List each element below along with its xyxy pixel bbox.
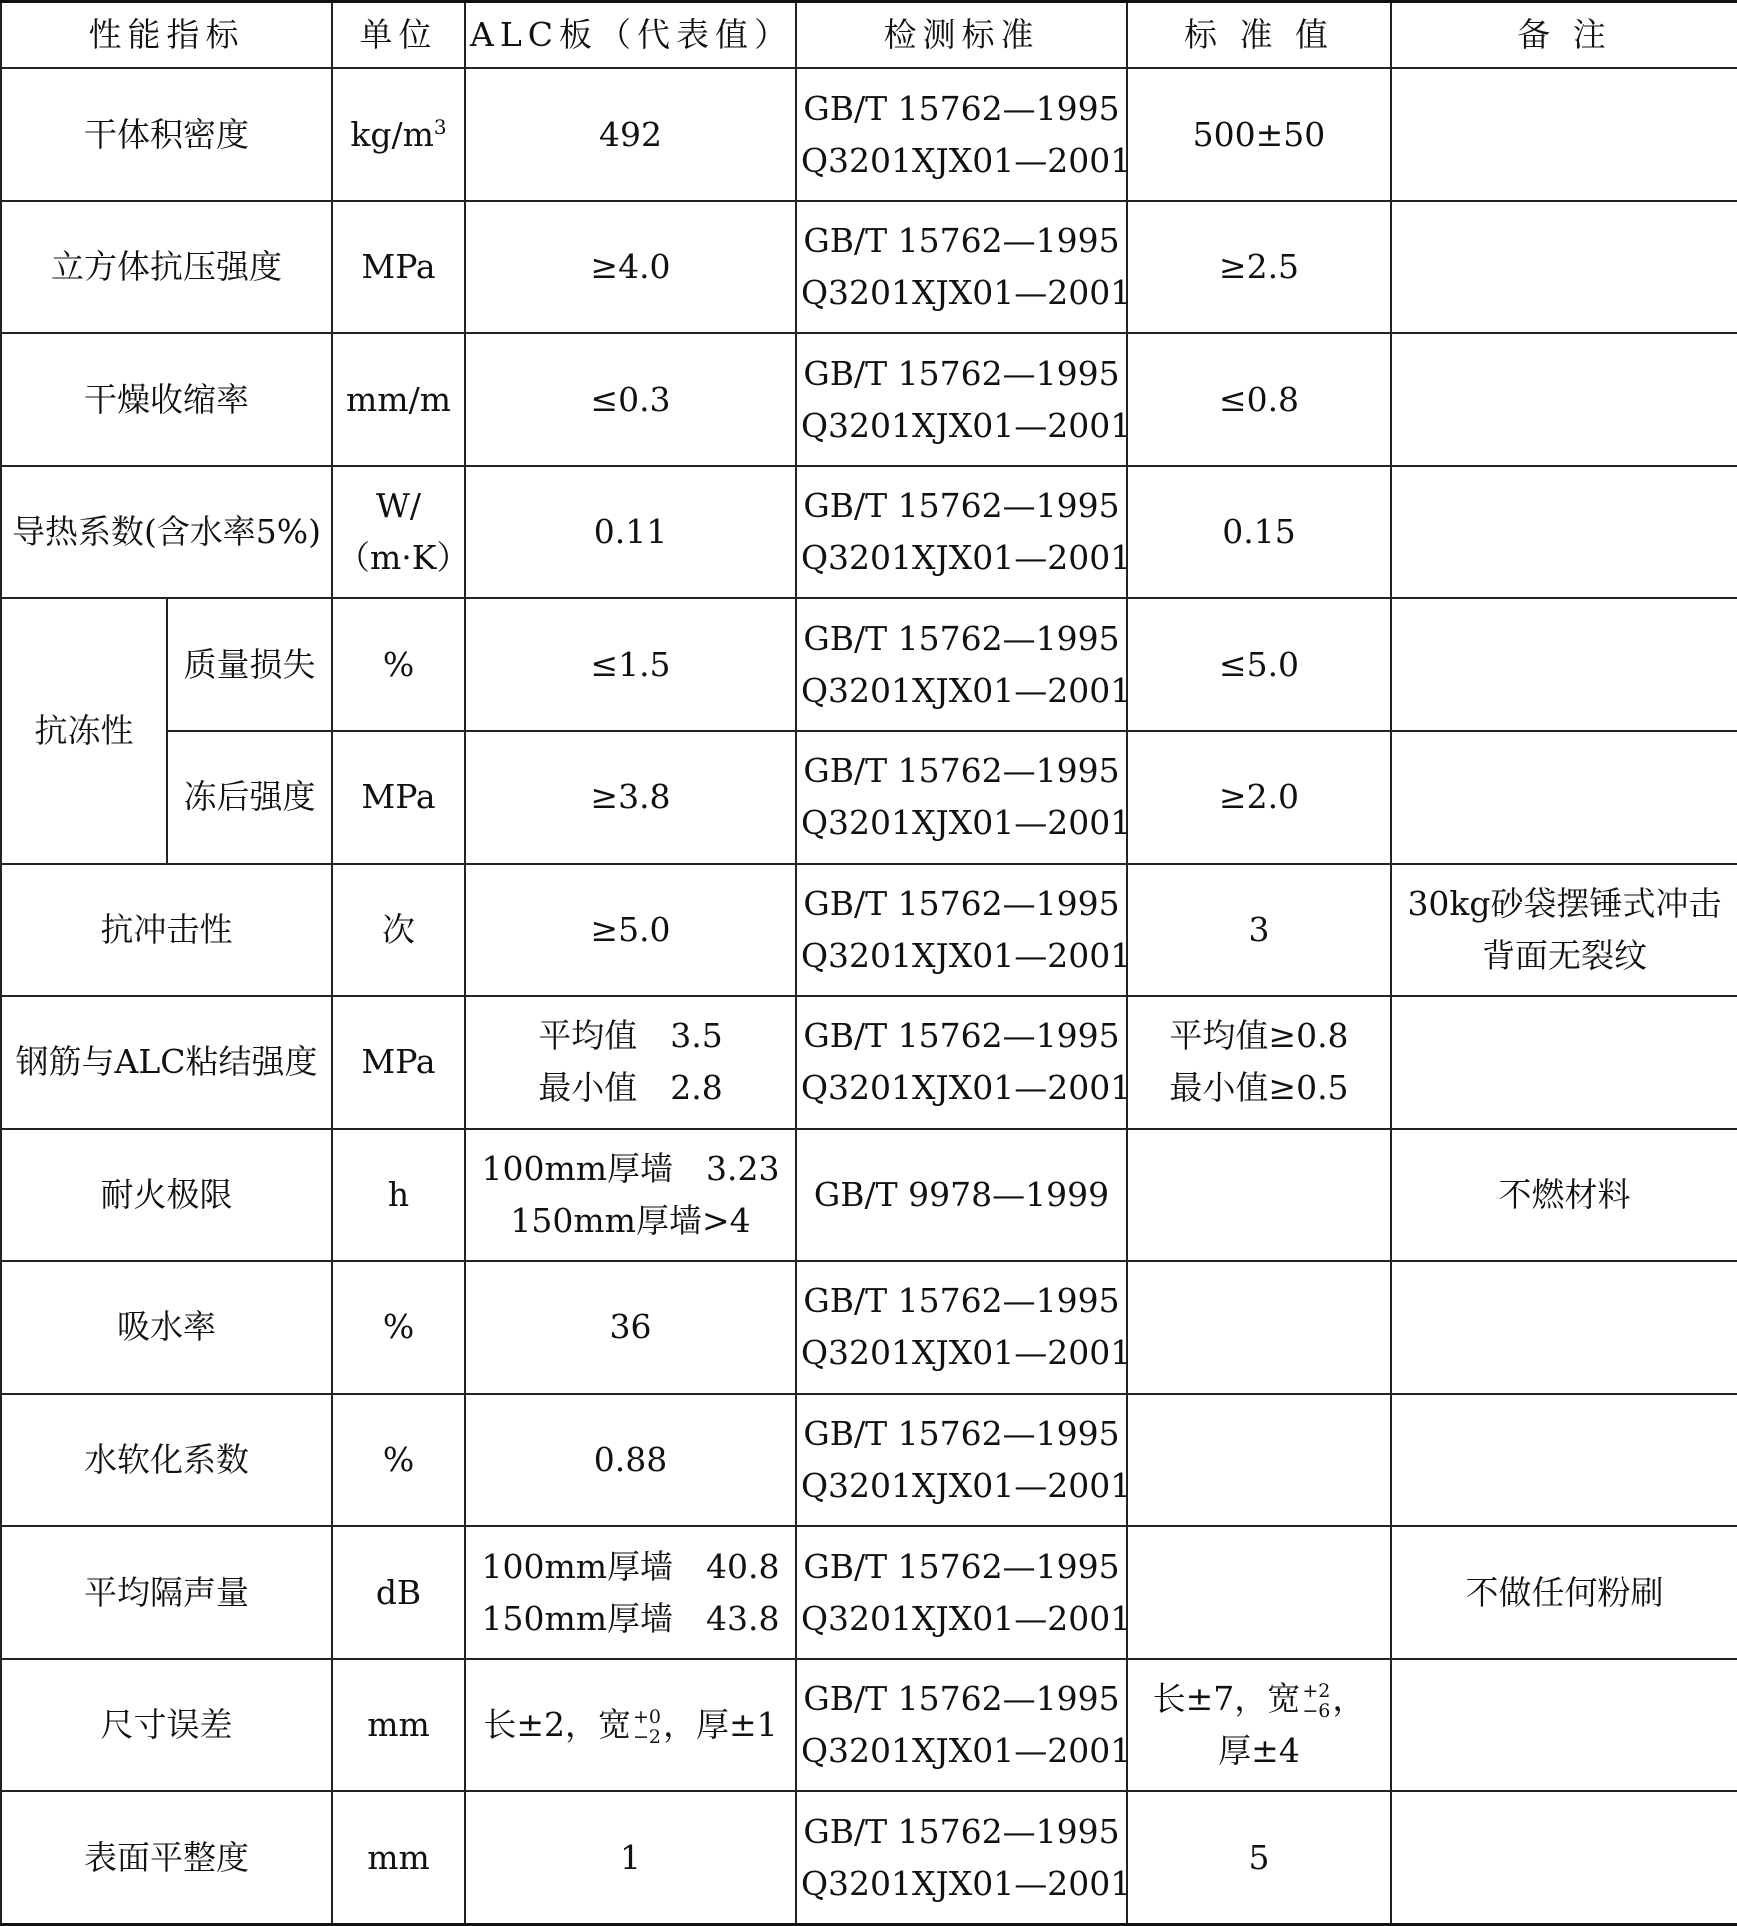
note-cell [1391, 996, 1737, 1129]
alc-value-cell: 36 [465, 1261, 796, 1394]
note-cell [1391, 1791, 1737, 1924]
standard-line-1: GB/T 15762—1995 [803, 1811, 1120, 1851]
standard-cell [796, 1526, 1132, 1659]
standard-line-2: Q3201XJX01—2001 [801, 1333, 1132, 1373]
unit-cell: mm [332, 1659, 465, 1792]
alc-value-cell [465, 1526, 796, 1659]
alc-value-cell: ≤1.5 [465, 598, 796, 731]
standard-line-1: GB/T 15762—1995 [803, 751, 1120, 791]
standard-value-cell [1127, 1659, 1391, 1792]
header-unit: 单位 [332, 2, 465, 69]
standard-value-cell [1127, 1394, 1391, 1527]
alc-value-cell: 1 [465, 1791, 796, 1924]
note-cell [1391, 864, 1737, 997]
standard-line-1: GB/T 15762—1995 [803, 1281, 1120, 1321]
standard-value-cell [1127, 1261, 1391, 1394]
table-row [1, 68, 1737, 201]
alc-value-cell [465, 996, 796, 1129]
tolerance-stack [633, 1707, 661, 1747]
standard-cell [796, 333, 1132, 466]
standard-line-2: Q3201XJX01—2001 [801, 1068, 1132, 1108]
standard-line-1: GB/T 15762—1995 [803, 1016, 1120, 1056]
unit-cell: 次 [332, 864, 465, 997]
alc-value-cell: 0.11 [465, 466, 796, 599]
standard-line-1: GB/T 15762—1995 [803, 618, 1120, 658]
standard-cell: GB/T 9978—1999 [796, 1129, 1127, 1262]
table-row [1, 996, 1737, 1129]
value-line-2: 150mm厚墙>4 [510, 1200, 751, 1240]
standard-cell [796, 864, 1132, 997]
standard-line-2: Q3201XJX01—2001 [801, 538, 1132, 578]
standard-cell [796, 1394, 1132, 1527]
standard-value-line-1 [1132, 1673, 1386, 1725]
table-row [1, 864, 1737, 997]
row-label: 表面平整度 [1, 1791, 332, 1924]
standard-cell [796, 68, 1132, 201]
row-label: 耐火极限 [1, 1129, 332, 1262]
value-text-b: ，厚±1 [663, 1705, 778, 1745]
standard-line-2: Q3201XJX01—2001 [801, 1863, 1132, 1903]
standard-line-1: GB/T 15762—1995 [803, 883, 1120, 923]
tolerance-upper: +0 [632, 1706, 661, 1729]
standard-line-1: GB/T 15762—1995 [803, 1546, 1120, 1586]
standard-value-cell: ≤0.8 [1127, 333, 1391, 466]
row-label: 水软化系数 [1, 1394, 332, 1527]
value-line-1: 平均值 3.5 [538, 1016, 723, 1056]
tolerance-lower: −6 [1302, 1700, 1331, 1723]
alc-value-cell: 492 [465, 68, 796, 201]
standard-value-line-2: 厚±4 [1218, 1731, 1300, 1771]
value-line-2: 150mm厚墙 43.8 [481, 1598, 780, 1638]
row-label: 吸水率 [1, 1261, 332, 1394]
header-standard: 检测标准 [796, 2, 1127, 69]
note-line-1: 30kg砂袋摆锤式冲击 [1407, 883, 1722, 923]
row-label: 尺寸误差 [1, 1659, 332, 1792]
std-text-a: 长±7，宽 [1152, 1679, 1301, 1719]
standard-cell [796, 1659, 1132, 1792]
row-group-label: 抗冻性 [1, 598, 167, 863]
unit-cell: MPa [332, 996, 465, 1129]
standard-value-line-2: 最小值≥0.5 [1169, 1068, 1349, 1108]
header-row [1, 2, 1737, 69]
standard-value-cell [1127, 1526, 1391, 1659]
tolerance-stack [1302, 1681, 1330, 1721]
note-cell: 不燃材料 [1391, 1129, 1737, 1262]
standard-value-cell: 0.15 [1127, 466, 1391, 599]
standard-value-cell: ≥2.5 [1127, 201, 1391, 334]
standard-line-1: GB/T 15762—1995 [803, 1679, 1120, 1719]
header-alc-value: ALC板（代表值） [465, 2, 796, 69]
standard-line-1: GB/T 15762—1995 [803, 353, 1120, 393]
unit-cell [332, 466, 470, 599]
standard-line-1: GB/T 15762—1995 [803, 88, 1120, 128]
note-cell [1391, 598, 1737, 731]
unit-superscript: 3 [433, 114, 447, 139]
standard-line-2: Q3201XJX01—2001 [801, 140, 1132, 180]
unit-cell: % [332, 1261, 465, 1394]
row-label: 钢筋与ALC粘结强度 [1, 996, 332, 1129]
standard-value-cell [1127, 996, 1391, 1129]
note-cell [1391, 333, 1737, 466]
table-row [1, 598, 1737, 731]
alc-value-cell: ≤0.3 [465, 333, 796, 466]
alc-value-cell [465, 1659, 796, 1792]
standard-cell [796, 598, 1132, 731]
standard-cell [796, 1261, 1132, 1394]
unit-cell: mm/m [332, 333, 465, 466]
standard-line-2: Q3201XJX01—2001 [801, 803, 1132, 843]
standard-value-cell: 3 [1127, 864, 1391, 997]
standard-line-2: Q3201XJX01—2001 [801, 273, 1132, 313]
table-row [1, 1129, 1737, 1262]
row-label: 干体积密度 [1, 68, 332, 201]
table-row [1, 1791, 1737, 1924]
table-row [1, 466, 1737, 599]
standard-cell [796, 996, 1132, 1129]
std-text-b: ， [1332, 1679, 1366, 1719]
table-row [1, 731, 1737, 864]
tolerance-lower: −2 [632, 1726, 661, 1749]
table-row [1, 1659, 1737, 1792]
note-cell [1391, 1659, 1737, 1792]
alc-value-cell: ≥4.0 [465, 201, 796, 334]
value-line-1: 100mm厚墙 3.23 [481, 1148, 780, 1188]
unit-cell [332, 68, 465, 201]
note-cell [1391, 1261, 1737, 1394]
standard-value-cell: 500±50 [1127, 68, 1391, 201]
unit-cell: dB [332, 1526, 465, 1659]
standard-line-2: Q3201XJX01—2001 [801, 1731, 1132, 1771]
row-sublabel: 质量损失 [167, 598, 332, 731]
note-cell [1391, 731, 1737, 864]
row-label: 导热系数(含水率5%) [1, 466, 332, 599]
table-row [1, 333, 1737, 466]
alc-value-cell [465, 1129, 796, 1262]
standard-value-cell: ≥2.0 [1127, 731, 1391, 864]
alc-value-cell: ≥5.0 [465, 864, 796, 997]
unit-base: kg/m [350, 114, 434, 154]
row-sublabel: 冻后强度 [167, 731, 332, 864]
row-label: 干燥收缩率 [1, 333, 332, 466]
row-label: 立方体抗压强度 [1, 201, 332, 334]
standard-cell [796, 201, 1132, 334]
standard-line-2: Q3201XJX01—2001 [801, 1598, 1132, 1638]
standard-value-line-1: 平均值≥0.8 [1169, 1016, 1349, 1056]
note-line-2: 背面无裂纹 [1482, 935, 1647, 975]
unit-line-2: （m·K） [337, 538, 470, 578]
unit-cell: MPa [332, 201, 465, 334]
unit-cell: mm [332, 1791, 465, 1924]
tolerance-upper: +2 [1302, 1680, 1331, 1703]
header-note: 备 注 [1391, 2, 1737, 69]
value-line-2: 最小值 2.8 [538, 1068, 723, 1108]
unit-cell: % [332, 598, 465, 731]
value-text-a: 长±2，宽 [483, 1705, 631, 1745]
unit-cell: h [332, 1129, 465, 1262]
note-cell [1391, 466, 1737, 599]
note-cell [1391, 68, 1737, 201]
standard-cell [796, 466, 1132, 599]
standard-line-1: GB/T 15762—1995 [803, 486, 1120, 526]
standard-line-2: Q3201XJX01—2001 [801, 1466, 1132, 1505]
standard-value-cell: ≤5.0 [1127, 598, 1391, 731]
standard-value-cell: 5 [1127, 1791, 1391, 1924]
standard-value-cell [1127, 1129, 1391, 1262]
note-cell [1391, 1394, 1737, 1527]
standard-line-2: Q3201XJX01—2001 [801, 405, 1132, 445]
note-cell [1391, 201, 1737, 334]
row-label: 平均隔声量 [1, 1526, 332, 1659]
standard-line-2: Q3201XJX01—2001 [801, 670, 1132, 710]
table-row [1, 1394, 1737, 1527]
value-line-1: 100mm厚墙 40.8 [481, 1546, 780, 1586]
standard-line-2: Q3201XJX01—2001 [801, 935, 1132, 975]
header-indicator: 性能指标 [1, 2, 332, 69]
standard-line-1: GB/T 15762—1995 [803, 221, 1120, 261]
alc-value-cell: 0.88 [465, 1394, 796, 1527]
table-row [1, 1526, 1737, 1659]
alc-value-cell: ≥3.8 [465, 731, 796, 864]
unit-cell: % [332, 1394, 465, 1527]
standard-cell [796, 1791, 1132, 1924]
standard-line-1: GB/T 15762—1995 [803, 1414, 1120, 1453]
unit-line-1: W/ [375, 486, 422, 526]
table-row [1, 201, 1737, 334]
table-row [1, 1261, 1737, 1394]
unit-cell: MPa [332, 731, 465, 864]
standard-cell [796, 731, 1132, 864]
row-label: 抗冲击性 [1, 864, 332, 997]
header-standard-value: 标 准 值 [1127, 2, 1391, 69]
note-cell: 不做任何粉刷 [1391, 1526, 1737, 1659]
